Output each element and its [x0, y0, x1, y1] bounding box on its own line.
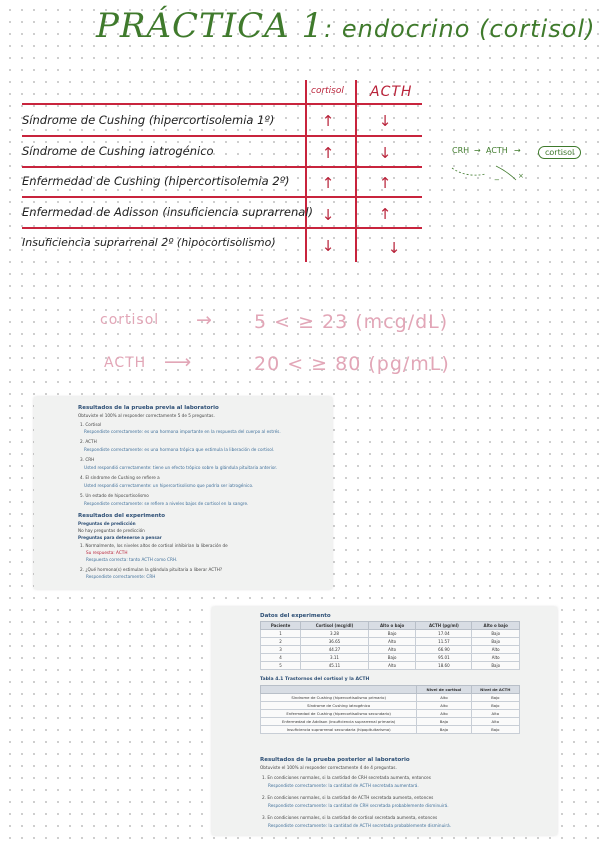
acth-arrow: ↓	[378, 144, 392, 162]
row-label: Síndrome de Cushing iatrogénico	[22, 144, 214, 158]
table-row	[261, 718, 520, 726]
cortisol-arrow: ↑	[321, 144, 335, 162]
table-cell: 95.01	[416, 654, 472, 662]
table-cell: 4	[261, 654, 301, 662]
doc-text: Obtuviste el 100% al responder correctamente 4 de 4 preguntas.	[260, 765, 397, 770]
table-row	[261, 662, 520, 670]
notes-table	[0, 0, 601, 270]
table-cell: Insuficiencia suprarrenal secundaria (hipopituitarismo)	[261, 726, 417, 734]
table-header: Nivel de cortisol	[417, 686, 471, 694]
doc-question: 3. CRH	[80, 457, 95, 462]
disorders-table	[260, 685, 520, 734]
doc-question: 2. En condiciones normales, si la cantidad de ACTH secretada aumenta, entonces	[262, 795, 434, 800]
doc-question: 2. ¿Qué hormona(s) estimulan la glándula pituitaria a liberar ACTH?	[80, 567, 223, 572]
arrow-icon: ⟶	[164, 351, 193, 373]
doc-heading: Resultados del experimento	[78, 513, 166, 519]
doc-question: 4. El síndrome de Cushing se refiere a	[80, 475, 160, 480]
lab-results-photo-1	[34, 397, 332, 589]
doc-answer: Respondiste correctamente: se refiere a niveles bajos de cortisol en la sangre.	[84, 501, 249, 506]
range-label-acth: ACTH	[104, 355, 147, 371]
range-label-cortisol: cortisol	[100, 312, 160, 328]
col-header-cortisol: cortisol	[311, 86, 344, 96]
table-cell: Enfermedad de Addison (insuficiencia suprarrenal primaria)	[261, 718, 417, 726]
cortisol-arrow: ↓	[321, 206, 335, 224]
table-header: Alto o bajo	[368, 622, 416, 630]
table-cell: Síndrome de Cushing (hipercortisolismo primario)	[261, 694, 417, 702]
table-cell: 17.04	[416, 630, 472, 638]
table-cell: 2	[261, 638, 301, 646]
acth-arrow: ↑	[378, 174, 392, 192]
table-cell: 3.28	[301, 630, 369, 638]
table-cell: Bajo	[472, 638, 520, 646]
feedback-loop-note	[446, 140, 596, 190]
table-row	[261, 710, 520, 718]
table-cell: 5	[261, 662, 301, 670]
table-divider	[305, 80, 307, 262]
acth-arrow: ↓	[378, 112, 392, 130]
table-row	[261, 638, 520, 646]
table-cell: Bajo	[471, 694, 519, 702]
cortisol-label: cortisol	[538, 146, 581, 159]
doc-answer: Respondiste correctamente: la cantidad de ACTH secretada probablemente disminuirá.	[268, 823, 452, 828]
experiment-data-table	[260, 621, 520, 670]
cortisol-arrow: ↑	[321, 112, 335, 130]
inhibition-loop-icon	[446, 154, 596, 184]
table-cell: Bajo	[471, 702, 519, 710]
table-cell: Enfermedad de Cushing (hipercortisolismo secundario)	[261, 710, 417, 718]
doc-answer: Respondiste correctamente: la cantidad de ACTH secretada aumentará.	[268, 783, 419, 788]
table-cell: 3	[261, 646, 301, 654]
doc-question: 2. ACTH	[80, 439, 97, 444]
doc-answer: Respondiste correctamente: CRH	[86, 574, 156, 579]
table-header: Alto o bajo	[472, 622, 520, 630]
doc-question: 1. Normalmente, los niveles altos de cortisol inhibirían la liberación de	[80, 543, 228, 548]
row-label: Síndrome de Cushing (hipercortisolemia 1º)	[22, 113, 275, 127]
table-row	[261, 694, 520, 702]
table-cell: Síndrome de Cushing iatrogénico	[261, 702, 417, 710]
doc-answer: Usted respondió correctamente: un hipercortisolismo que podría ser iatrogénico.	[84, 483, 254, 488]
cortisol-arrow: ↑	[321, 174, 335, 192]
doc-question: 1. Cortisol	[80, 422, 102, 427]
doc-correct-answer: Respuesta correcta: tanto ACTH como CRH.	[86, 557, 178, 562]
doc-subheading: Preguntas para detenerse a pensar	[78, 535, 162, 540]
table-cell: Alto	[368, 638, 416, 646]
table-cell: 36.65	[301, 638, 369, 646]
table-row	[261, 630, 520, 638]
table-cell: Bajo	[471, 726, 519, 734]
doc-heading: Datos del experimento	[260, 613, 331, 619]
table-cell: Bajo	[368, 630, 416, 638]
svg-text:−: −	[494, 176, 500, 184]
table-header	[261, 686, 417, 694]
doc-text: No hay preguntas de predicción	[78, 528, 145, 533]
table-cell: Bajo	[368, 654, 416, 662]
table-cell: Alto	[472, 654, 520, 662]
doc-answer: Su respuesta: ACTH	[86, 550, 128, 555]
table-row	[261, 726, 520, 734]
table-cell: Bajo	[472, 662, 520, 670]
table-rule	[22, 103, 422, 105]
lab-results-photo-2	[212, 607, 557, 835]
table-cell: 66.90	[416, 646, 472, 654]
table-cell: Alto	[368, 662, 416, 670]
table-rule	[22, 135, 422, 137]
table-cell: Bajo	[417, 718, 471, 726]
table-row	[261, 702, 520, 710]
table-cell: Alto	[417, 702, 471, 710]
table-cell: Bajo	[472, 630, 520, 638]
table-cell: Bajo	[417, 726, 471, 734]
doc-text: Obtuviste el 100% al responder correctamente 5 de 5 preguntas.	[78, 413, 215, 418]
doc-question: 1. En condiciones normales, si la cantidad de CRH secretada aumenta, entonces	[262, 775, 431, 780]
table-cell: 44.27	[301, 646, 369, 654]
table-cell: Alto	[472, 646, 520, 654]
arrow-icon: →	[196, 309, 213, 331]
cortisol-arrow: ↓	[321, 237, 335, 255]
table-rule	[22, 196, 422, 198]
doc-answer: Respondiste correctamente: es una hormona trópica que estimula la liberación de cortisol.	[84, 447, 275, 452]
doc-question: 5. Un estado de hipocortisolismo	[80, 493, 149, 498]
row-label: Insuficiencia suprarrenal 2º (hipocortisolismo)	[22, 236, 276, 249]
doc-answer: Respondiste correctamente: la cantidad de CRH secretada probablemente disminuirá.	[268, 803, 449, 808]
acth-arrow: ↑	[378, 205, 392, 223]
col-header-acth: ACTH	[370, 84, 413, 100]
range-value-acth: 20 < ≥ 80 (pg/mL)	[254, 353, 450, 375]
row-label: Enfermedad de Cushing (hipercortisolemia 2º)	[22, 174, 290, 188]
doc-answer: Usted respondió correctamente: tiene un efecto trópico sobre la glándula pituitaria anterior.	[84, 465, 278, 470]
table-cell: 3.11	[301, 654, 369, 662]
table-divider	[355, 80, 357, 262]
table-header: Nivel de ACTH	[471, 686, 519, 694]
title-sub: : endocrino (cortisol)	[324, 15, 596, 43]
doc-heading: Resultados de la prueba posterior al laboratorio	[260, 757, 410, 763]
row-label: Enfermedad de Adisson (insuficiencia suprarrenal)	[22, 205, 314, 219]
svg-text:×: ×	[518, 172, 524, 180]
table-row	[261, 646, 520, 654]
title-main: PRÁCTICA 1	[96, 6, 325, 46]
table-rule	[22, 227, 422, 229]
table-cell: 11.57	[416, 638, 472, 646]
table-header: Paciente	[261, 622, 301, 630]
table-cell: 18.60	[416, 662, 472, 670]
table-cell: 45.11	[301, 662, 369, 670]
acth-label: ACTH	[486, 146, 508, 155]
doc-table-title: Tabla 4.1 Trastornos del cortisol y la ACTH	[260, 677, 370, 682]
table-cell: Alto	[471, 718, 519, 726]
table-header: ACTH (pg/ml)	[416, 622, 472, 630]
table-cell: Alto	[471, 710, 519, 718]
doc-heading: Resultados de la prueba previa al laboratorio	[78, 405, 219, 411]
table-row	[261, 654, 520, 662]
arrow-icon: →	[474, 146, 481, 155]
acth-arrow: ↓	[387, 239, 401, 257]
table-header: Cortisol (mcg/dl)	[301, 622, 369, 630]
table-cell: Alto	[417, 694, 471, 702]
table-cell: Alto	[417, 710, 471, 718]
table-cell: 1	[261, 630, 301, 638]
doc-answer: Respondiste correctamente: es una hormona importante en la respuesta del cuerpo al estrés.	[84, 429, 281, 434]
doc-subheading: Preguntas de predicción	[78, 521, 136, 526]
range-value-cortisol: 5 < ≥ 23 (mcg/dL)	[254, 311, 449, 333]
crh-label: CRH	[452, 146, 470, 155]
arrow-icon: →	[514, 146, 521, 155]
doc-question: 3. En condiciones normales, si la cantidad de cortisol secretada aumenta, entonces	[262, 815, 438, 820]
table-rule	[22, 166, 422, 168]
table-cell: Alto	[368, 646, 416, 654]
